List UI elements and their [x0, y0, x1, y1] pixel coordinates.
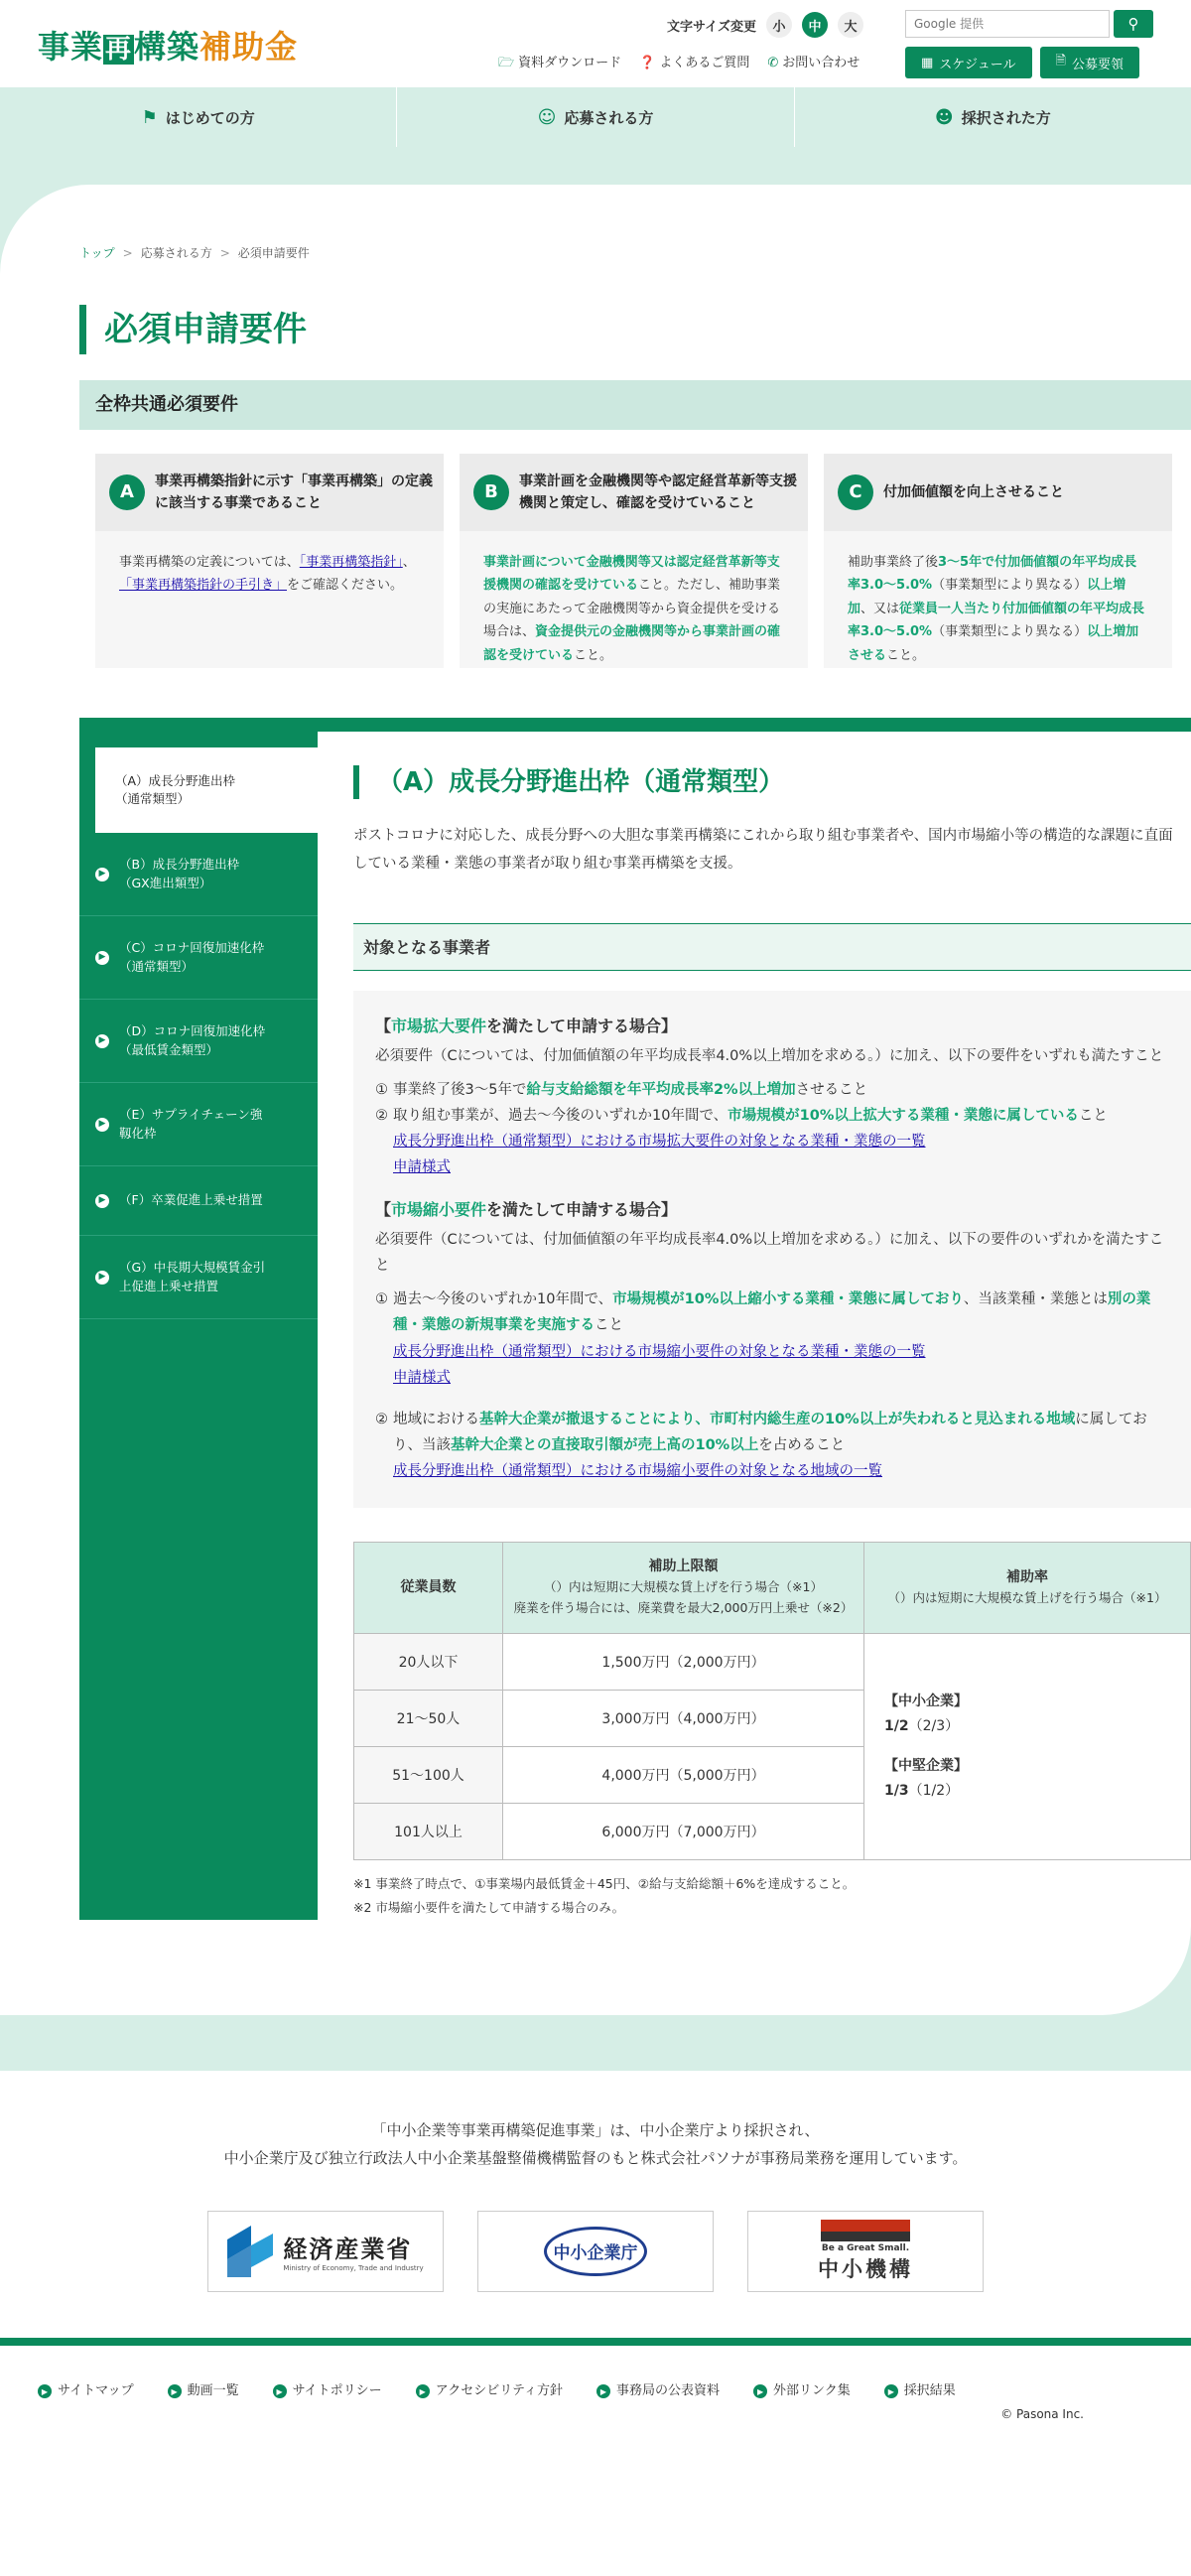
- sme-agency-logo[interactable]: 中小企業庁: [477, 2211, 714, 2292]
- calendar-icon: ▦: [921, 55, 934, 70]
- market-shrink-region-list-link[interactable]: 成長分野進出枠（通常類型）における市場縮小要件の対象となる地域の一覧: [393, 1462, 882, 1479]
- arrow-right-icon: ▶: [38, 2384, 52, 2398]
- arrow-right-icon: ▶: [596, 2384, 610, 2398]
- guideline-handbook-link[interactable]: 「事業再構築指針の手引き」: [119, 578, 288, 594]
- card-body: 事業計画について金融機関等又は認定経営革新等支援機関の確認を受けていること。ただし、補助事業の実施にあたって金融機関等から資金提供を受ける場合は、資金提供元の金融機関等から事業計画の確認を受けていること。: [483, 555, 781, 663]
- search-button[interactable]: [1114, 10, 1153, 38]
- table-header-employees: 従業員数: [354, 1543, 503, 1634]
- card-body: 補助事業終了後3～5年で付加価値額の年平均成長率3.0～5.0%（事業類型により異なる）以上増加、又は従業員一人当たり付加価値額の年平均成長率3.0～5.0%（事業類型により異なる）以上増加させること。: [848, 555, 1145, 663]
- list-item: ① 過去～今後のいずれか10年間で、市場規模が10%以上縮小する業種・業態に属しており、当該業種・業態とは別の業種・業態の新規事業を実施すること: [375, 1291, 1151, 1334]
- subsidy-table: [353, 1542, 1191, 1860]
- folder-icon: 🗁: [498, 56, 515, 70]
- requirement-card-c: [824, 454, 1172, 668]
- guideline-button[interactable]: 🗎 公募要領: [1040, 47, 1139, 78]
- requirement-card-a: [95, 454, 444, 668]
- breadcrumb: トップ > 応募される方 > 必須申請要件: [79, 246, 310, 260]
- subsidy-rate-cell: 【中小企業】 1/2（2/3） 【中堅企業】 1/3（1/2）: [864, 1634, 1191, 1860]
- header-buttons: [905, 47, 1139, 78]
- footer-bar: [0, 2338, 1191, 2441]
- card-title: 事業再構築指針に示す「事業再構築」の定義に該当する事業であること: [155, 473, 433, 511]
- footer-link-videos[interactable]: ▶ 動画一覧: [168, 2379, 239, 2399]
- footer-info: 「中小企業等事業再構築促進事業」は、中小企業庁より採択され、 中小企業庁及び独立行政法人中小企業基盤整備機構監督のもと株式会社パソナが事務局業務を運用しています。: [223, 2120, 968, 2167]
- market-shrink-title: 【市場縮小要件を満たして申請する場合】: [375, 1200, 678, 1220]
- requirement-card-b: [460, 454, 808, 668]
- footer-link-sitemap[interactable]: ▶ サイトマップ: [38, 2379, 134, 2399]
- faq-link[interactable]: ❓ よくあるご質問: [639, 56, 750, 70]
- tab-frame-c[interactable]: ▶ （C）コロナ回復加速化枠 （通常類型）: [79, 916, 318, 1000]
- table-row: 20人以下 1,500万円（2,000万円） 【中小企業】 1/2（2/3） 【中堅企業】 1/3（1/2）: [354, 1634, 1191, 1691]
- frame-title: （A）成長分野進出枠（通常類型）: [353, 765, 1191, 799]
- footer-link-policy[interactable]: ▶ サイトポリシー: [273, 2379, 382, 2399]
- beginner-mark-icon: ⚑: [141, 106, 158, 128]
- tab-frame-d[interactable]: ▶ （D）コロナ回復加速化枠 （最低賃金類型）: [79, 1000, 318, 1083]
- footer-link-external[interactable]: ▶ 外部リンク集: [753, 2379, 851, 2399]
- font-size-switcher: [667, 12, 863, 38]
- arrow-right-icon: ▶: [95, 1034, 109, 1048]
- tab-frame-b[interactable]: ▶ （B）成長分野進出枠 （GX進出類型）: [79, 833, 318, 916]
- download-link[interactable]: 🗁 資料ダウンロード: [498, 56, 622, 70]
- market-expand-industry-list-link[interactable]: 成長分野進出枠（通常類型）における市場拡大要件の対象となる業種・業態の一覧: [393, 1134, 926, 1151]
- tab-content: [318, 732, 1191, 1920]
- market-expand-requirement: 必須要件（Cについては、付加価値額の年平均成長率4.0%以上増加を求める。）に加え、以下の要件をいずれも満たすこと: [375, 1047, 1164, 1064]
- tab-frame-a[interactable]: （A）成長分野進出枠 （通常類型）: [95, 747, 318, 833]
- market-shrink-requirement: 必須要件（Cについては、付加価値額の年平均成長率4.0%以上増加を求める。）に加え、以下の要件のいずれかを満たすこと: [375, 1232, 1164, 1275]
- site-footer: [0, 2071, 1191, 2441]
- search-icon: ⚲: [1127, 15, 1139, 33]
- meti-mark-icon: [227, 2226, 273, 2277]
- list-item: ① 事業終了後3～5年で給与支給総額を年平均成長率2%以上増加させること: [375, 1081, 868, 1098]
- footer-link-results[interactable]: ▶ 採択結果: [884, 2379, 956, 2399]
- smrj-mark-icon: [821, 2220, 910, 2241]
- arrow-right-icon: ▶: [95, 1194, 109, 1208]
- footer-link-accessibility[interactable]: ▶ アクセシビリティ方針: [416, 2379, 563, 2399]
- document-icon: 🗎: [1055, 54, 1066, 68]
- market-expand-title: 【市場拡大要件を満たして申請する場合】: [375, 1017, 678, 1036]
- application-form-link[interactable]: 申請様式: [393, 1159, 451, 1176]
- question-icon: ❓: [639, 56, 656, 70]
- nav-adopted[interactable]: ☻ 採択された方: [934, 106, 1051, 128]
- target-heading: 対象となる事業者: [353, 923, 1191, 971]
- partner-logos: [0, 2211, 1191, 2292]
- breadcrumb-current: 必須申請要件: [237, 246, 310, 260]
- site-search: [905, 10, 1153, 38]
- breadcrumb-applicant[interactable]: 応募される方: [140, 246, 212, 260]
- frame-tabs-section: [79, 718, 1191, 1920]
- tab-frame-e[interactable]: ▶ （E）サプライチェーン強 靱化枠: [79, 1083, 318, 1166]
- arrow-right-icon: ▶: [95, 868, 109, 881]
- section-title: 全枠共通必須要件: [79, 380, 1191, 430]
- table-row: 51～100人 4,000万円（5,000万円）: [354, 1747, 1191, 1804]
- contact-link[interactable]: ✆ お問い合わせ: [767, 56, 860, 70]
- arrow-right-icon: ▶: [416, 2384, 430, 2398]
- font-size-label: 文字サイズ変更: [667, 19, 756, 35]
- table-row: 101人以上 6,000万円（7,000万円）: [354, 1804, 1191, 1860]
- arrow-right-icon: ▶: [95, 951, 109, 965]
- frame-lead: ポストコロナに対応した、成長分野への大胆な事業再構築にこれから取り組む事業者や、国内市場縮小等の構造的な課題に直面している業種・業態の事業者が取り組む事業再構築を支援。: [353, 828, 1173, 872]
- tab-frame-g[interactable]: ▶ （G）中長期大規模賃金引 上促進上乗せ措置: [79, 1236, 318, 1319]
- person-icon: ☻: [934, 106, 954, 128]
- global-nav: [0, 87, 1191, 147]
- main-content: [0, 185, 1191, 2015]
- nav-beginner[interactable]: ⚑ はじめての方: [0, 87, 397, 147]
- nav-applicant[interactable]: ☺ 応募される方: [397, 87, 794, 147]
- search-input[interactable]: [905, 10, 1110, 38]
- card-title: 事業計画を金融機関等や認定経営革新等支援機関と策定し、確認を受けていること: [519, 473, 797, 511]
- page-title: 必須申請要件: [79, 305, 1191, 354]
- application-form-link[interactable]: 申請様式: [393, 1369, 451, 1386]
- table-header-rate: 補助率 （）内は短期に大規模な賃上げを行う場合（※1）: [864, 1543, 1191, 1634]
- arrow-right-icon: ▶: [753, 2384, 767, 2398]
- main-background: [0, 147, 1191, 2071]
- badge-a: A: [109, 475, 145, 510]
- footer-links: [38, 2379, 1153, 2399]
- header-links: [498, 52, 860, 75]
- breadcrumb-home[interactable]: トップ: [79, 246, 115, 260]
- arrow-right-icon: ▶: [95, 1271, 109, 1285]
- font-size-medium-button[interactable]: 中: [802, 12, 828, 38]
- card-title: 付加価値額を向上させること: [883, 483, 1064, 500]
- table-header-limit: 補助上限額 （）内は短期に大規模な賃上げを行う場合（※1） 廃業を伴う場合には、廃業費を最大2,000万円上乗せ（※2）: [503, 1543, 864, 1634]
- conditions-box: [353, 991, 1191, 1508]
- font-size-small-button[interactable]: 小: [766, 12, 792, 38]
- tab-frame-f[interactable]: ▶ （F）卒業促進上乗せ措置: [79, 1166, 318, 1236]
- guideline-link[interactable]: 「事業再構築指針」: [299, 555, 403, 570]
- person-outline-icon: ☺: [537, 106, 557, 128]
- table-row: 21～50人 3,000万円（4,000万円）: [354, 1691, 1191, 1747]
- arrow-right-icon: ▶: [168, 2384, 182, 2398]
- site-logo[interactable]: 事業再構築補助金: [38, 28, 299, 66]
- schedule-button[interactable]: ▦ スケジュール: [905, 47, 1032, 78]
- market-shrink-industry-list-link[interactable]: 成長分野進出枠（通常類型）における市場縮小要件の対象となる業種・業態の一覧: [393, 1343, 926, 1360]
- requirement-cards: [95, 454, 1191, 668]
- site-header: [0, 0, 1191, 87]
- frame-tab-list: [79, 732, 318, 1920]
- arrow-right-icon: ▶: [884, 2384, 898, 2398]
- phone-icon: ✆: [767, 56, 779, 70]
- font-size-large-button[interactable]: 大: [838, 12, 863, 38]
- arrow-right-icon: ▶: [273, 2384, 287, 2398]
- badge-b: B: [473, 475, 509, 510]
- footer-link-public-docs[interactable]: ▶ 事務局の公表資料: [596, 2379, 720, 2399]
- list-item: ② 地域における基幹大企業が撤退することにより、市町村内総生産の10%以上が失われると見込まれる地域に属しており、当該基幹大企業との直接取引額が売上高の10%以上を占めること: [375, 1411, 1147, 1453]
- table-notes: ※1 事業終了時点で、①事業場内最低賃金＋45円、②給与支給総額＋6%を達成すること。 ※2 市場縮小要件を満たして申請する場合のみ。: [353, 1876, 856, 1915]
- smrj-logo[interactable]: Be a Great Small. 中小機構: [747, 2211, 984, 2292]
- arrow-right-icon: ▶: [95, 1118, 109, 1132]
- copyright: © Pasona Inc.: [1000, 2406, 1084, 2421]
- badge-c: C: [838, 475, 873, 510]
- meti-logo[interactable]: 経済産業省 Ministry of Economy, Trade and Industry: [207, 2211, 444, 2292]
- card-body: 事業再構築の定義については、「事業再構築指針」、「事業再構築指針の手引き」をご確認ください。: [119, 555, 416, 594]
- list-item: ② 取り組む事業が、過去～今後のいずれか10年間で、市場規模が10%以上拡大する業種・業態に属していること: [375, 1108, 1108, 1125]
